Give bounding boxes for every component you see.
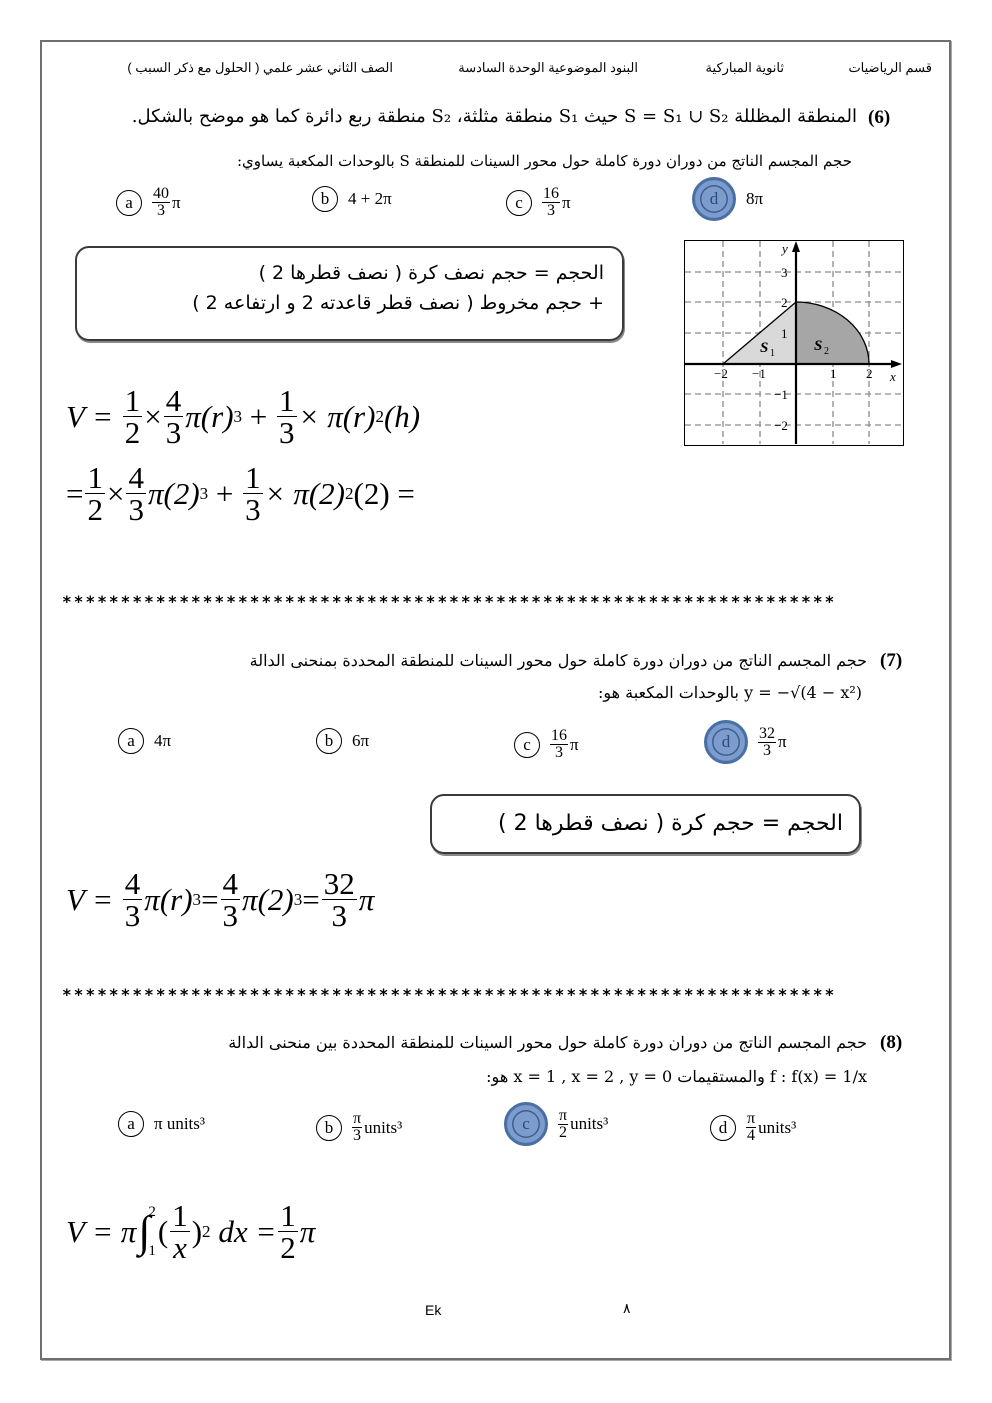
q7-note-box — [430, 794, 861, 854]
s2-label: S — [814, 338, 823, 354]
q6-number: (6) — [868, 107, 891, 128]
graph-svg — [685, 241, 902, 444]
q6-text-line2: حجم المجسم الناتج من دوران دورة كاملة حول محور السينات للمنطقة S بالوحدات المكعبة يساوي: — [236, 152, 852, 170]
q8-option-a[interactable] — [118, 1111, 205, 1137]
q6-option-c-value: $\frac{16}{3}$ π — [543, 185, 571, 219]
q7-text-line2: y = −√(4 − x²) بالوحدات المكعبة هو: — [597, 683, 862, 702]
q7-solution: V = $\frac{4}{3}$ π(r) 3 = $\frac{4}{3}$ π(2) 3 = $\frac{32}{3}$ π — [66, 866, 375, 933]
q7-option-c-value: $\frac{16}{3}$ π — [551, 727, 579, 761]
q7-note-text: الحجم = حجم كرة ( نصف قطرها 2 ) — [498, 811, 843, 836]
q7-option-a-marker[interactable]: a — [118, 728, 144, 754]
footer-page-number: ٨ — [623, 1300, 631, 1316]
q7-option-d-marker-selected[interactable]: d — [704, 720, 748, 764]
q8-text-line2: f : f(x) = 1/x والمستقيمات x = 1 , x = 2 , y = 0 هو: — [486, 1067, 867, 1086]
q7-option-d[interactable] — [704, 720, 787, 764]
q8-option-d-marker[interactable]: d — [710, 1115, 736, 1141]
q6-option-a[interactable] — [116, 186, 181, 219]
q7-option-b-marker[interactable]: b — [316, 728, 342, 754]
svg-text:2: 2 — [781, 295, 788, 310]
svg-text:1: 1 — [830, 366, 837, 381]
x-axis-label: x — [890, 369, 896, 384]
q6-option-b-value: 4 + 2π — [348, 189, 392, 208]
q6-option-b[interactable] — [312, 186, 392, 212]
q8-option-d[interactable] — [710, 1111, 796, 1144]
svg-text:1: 1 — [781, 326, 788, 341]
separator-1: ****************************************************************** — [62, 592, 837, 611]
integral-sign: ∫ 2 1 — [138, 1203, 156, 1259]
separator-2: ****************************************************************** — [62, 985, 837, 1004]
q7-option-c-marker[interactable]: c — [514, 732, 540, 758]
q7-option-b-value: 6π — [352, 731, 370, 750]
footer-author: Ek — [425, 1302, 442, 1318]
y-axis-label: y — [782, 241, 788, 256]
q8-solution: V = π ∫ 2 1 ( 1 x ) 2 dx = $\frac{1}{2}$ π — [66, 1198, 316, 1265]
svg-text:−1: −1 — [774, 387, 788, 402]
q7-option-b[interactable] — [316, 728, 369, 754]
s1-label: S — [760, 340, 769, 356]
q7-option-d-value: $\frac{32}{3}$ π — [759, 724, 787, 759]
q8-option-d-value: $\frac{\pi}{4}$ units³ — [747, 1110, 797, 1144]
q6-option-a-marker[interactable]: a — [116, 190, 142, 216]
q6-note-line1: الحجم = حجم نصف كرة ( نصف قطرها 2 ) — [258, 262, 604, 284]
header-grade: الصف الثاني عشر علمي ( الحلول مع ذكر السبب ) — [127, 60, 393, 75]
q6-note-line2: + حجم مخروط ( نصف قطر قاعدته 2 و ارتفاعه 2 ) — [192, 292, 604, 314]
svg-text:−1: −1 — [752, 366, 766, 381]
q6-option-a-value: $\frac{40}{3}$ π — [153, 185, 181, 219]
q6-solution-line2: = $\frac{1}{2}$ × $\frac{4}{3}$ π(2) 3 + $\frac{1}{3}$ × π(2) 2 (2) = — [66, 460, 415, 527]
q6-solution-line1: V = $\frac{1}{2}$ × $\frac{4}{3}$ π(r) 3 + $\frac{1}{3}$ × π(r) 2 (h) — [66, 383, 421, 450]
q8-option-b[interactable] — [316, 1111, 402, 1144]
q7-option-a-value: 4π — [154, 731, 172, 750]
region-s2 — [796, 302, 869, 364]
svg-text:2: 2 — [866, 366, 873, 381]
q6-option-c[interactable] — [506, 186, 571, 219]
svg-text:−2: −2 — [774, 418, 788, 433]
q6-note-box — [75, 246, 624, 341]
q8-option-a-marker[interactable]: a — [118, 1111, 144, 1137]
header-department: قسم الرياضيات — [848, 60, 932, 75]
q7-option-c[interactable] — [514, 728, 579, 761]
q6-option-d-value: 8π — [746, 189, 764, 208]
q7-text-line1: حجم المجسم الناتج من دوران دورة كاملة حول محور السينات للمنطقة المحددة بمنحنى الدالة — [249, 651, 867, 670]
q8-option-c-value: $\frac{\pi}{2}$ units³ — [559, 1106, 609, 1141]
header-school: ثانوية المباركية — [705, 60, 784, 75]
svg-text:3: 3 — [781, 265, 788, 280]
q8-option-b-marker[interactable]: b — [316, 1115, 342, 1141]
q7-option-a[interactable] — [118, 728, 171, 754]
q7-number: (7) — [880, 650, 903, 671]
q6-option-b-marker[interactable]: b — [312, 186, 338, 212]
q6-option-c-marker[interactable]: c — [506, 190, 532, 216]
q6-option-d-marker-selected[interactable]: d — [692, 177, 736, 221]
q8-number: (8) — [880, 1032, 903, 1053]
q8-option-c-marker-selected[interactable]: c — [504, 1102, 548, 1146]
svg-text:2: 2 — [824, 346, 829, 357]
header-unit: البنود الموضوعية الوحدة السادسة — [458, 60, 638, 75]
q8-option-a-value: π units³ — [154, 1114, 205, 1133]
svg-text:1: 1 — [770, 348, 775, 359]
svg-text:−2: −2 — [714, 366, 728, 381]
q6-option-d[interactable] — [692, 177, 763, 221]
q8-option-c[interactable] — [504, 1102, 608, 1146]
q8-option-b-value: $\frac{\pi}{3}$ units³ — [353, 1110, 403, 1144]
q8-text-line1: حجم المجسم الناتج من دوران دورة كاملة حول محور السينات للمنطقة المحددة بين منحنى الدالة — [228, 1033, 867, 1052]
q6-text-line1: المنطقة المظللة S = S₁ ∪ S₂ حيث S₁ منطقة مثلثة، S₂ منطقة ربع دائرة كما هو موضح بالشكل. — [131, 106, 857, 127]
q6-region-graph — [684, 240, 904, 446]
